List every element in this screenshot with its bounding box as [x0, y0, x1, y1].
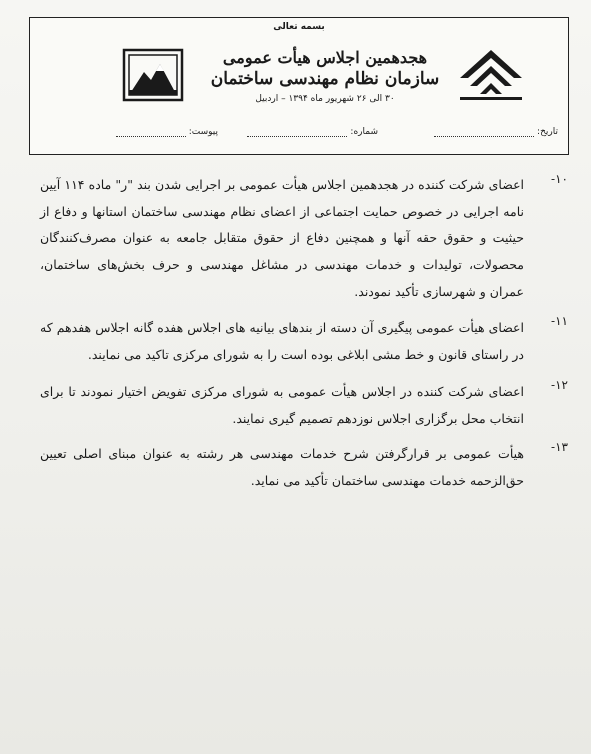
resolution-item — [40, 377, 568, 432]
date-label: تاریخ: — [537, 127, 558, 137]
item-number: ۱۳- — [551, 439, 568, 454]
item-text: اعضای هیأت عمومی پیگیری آن دسته از بندهای بیانیه های اجلاس هفده گانه اجلاس هفدهم که در راستای قانون و خط مشی ابلاغی بوده است را به شورای مرکزی تاکید می نمایند. — [40, 319, 524, 362]
event-date-location: ۳۰ الی ۲۶ شهریور ماه ۱۳۹۴ – اردبیل — [255, 94, 395, 104]
attachment-label: پیوست: — [188, 127, 218, 137]
event-title: هجدهمین اجلاس هیأت عمومی — [222, 48, 428, 67]
mountain-emblem-icon — [118, 44, 188, 104]
attachment-field — [116, 127, 218, 137]
number-field — [247, 127, 378, 137]
resolution-item — [40, 313, 568, 368]
resolution-item — [40, 172, 568, 306]
resolutions-body — [40, 172, 568, 502]
letterhead — [29, 17, 569, 155]
letterhead-title — [200, 48, 450, 106]
number-label: شماره: — [350, 127, 378, 137]
item-number: ۱۰- — [551, 172, 568, 186]
item-number: ۱۱- — [551, 313, 568, 328]
bismillah: بسمه تعالی — [273, 22, 325, 32]
item-text: هیأت عمومی بر قرارگرفتن شرح خدمات مهندسی هر رشته به عنوان مبنای اصلی تعیین حق‌الزحمه خدمات مهندسی ساختمان تأکید می نماید. — [40, 445, 524, 488]
item-number: ۱۲- — [551, 377, 568, 392]
organization-name: سازمان نظام مهندسی ساختمان — [210, 69, 440, 89]
organization-logo-icon — [456, 44, 526, 104]
resolution-item — [40, 439, 568, 494]
date-field — [434, 127, 558, 137]
item-text: اعضای شرکت کننده در هجدهمین اجلاس هیأت عمومی بر اجرایی شدن بند "ر" ماده ۱۱۴ آیین نامه اجرایی در خصوص حمایت اجتماعی از اعضای نظام مهندسی ساختمان استانها و دفاع از حیثیت و حقوق حقه آنها و همچنین دفاع از حقوق متقابل جامعه به عنوان مصرف‌کنندگان محصولات، تولیدات و خدمات مهندسی در مشاغل مهندسی و حرف بخش‌های ساختمان، عمران و شهرسازی تأکید نمودند. — [40, 177, 524, 299]
item-text: اعضای شرکت کننده در اجلاس هیأت عمومی به شورای مرکزی تفویض اختیار نمودند تا برای انتخاب محل برگزاری اجلاس نوزدهم تصمیم گیری نمایند. — [40, 383, 524, 426]
